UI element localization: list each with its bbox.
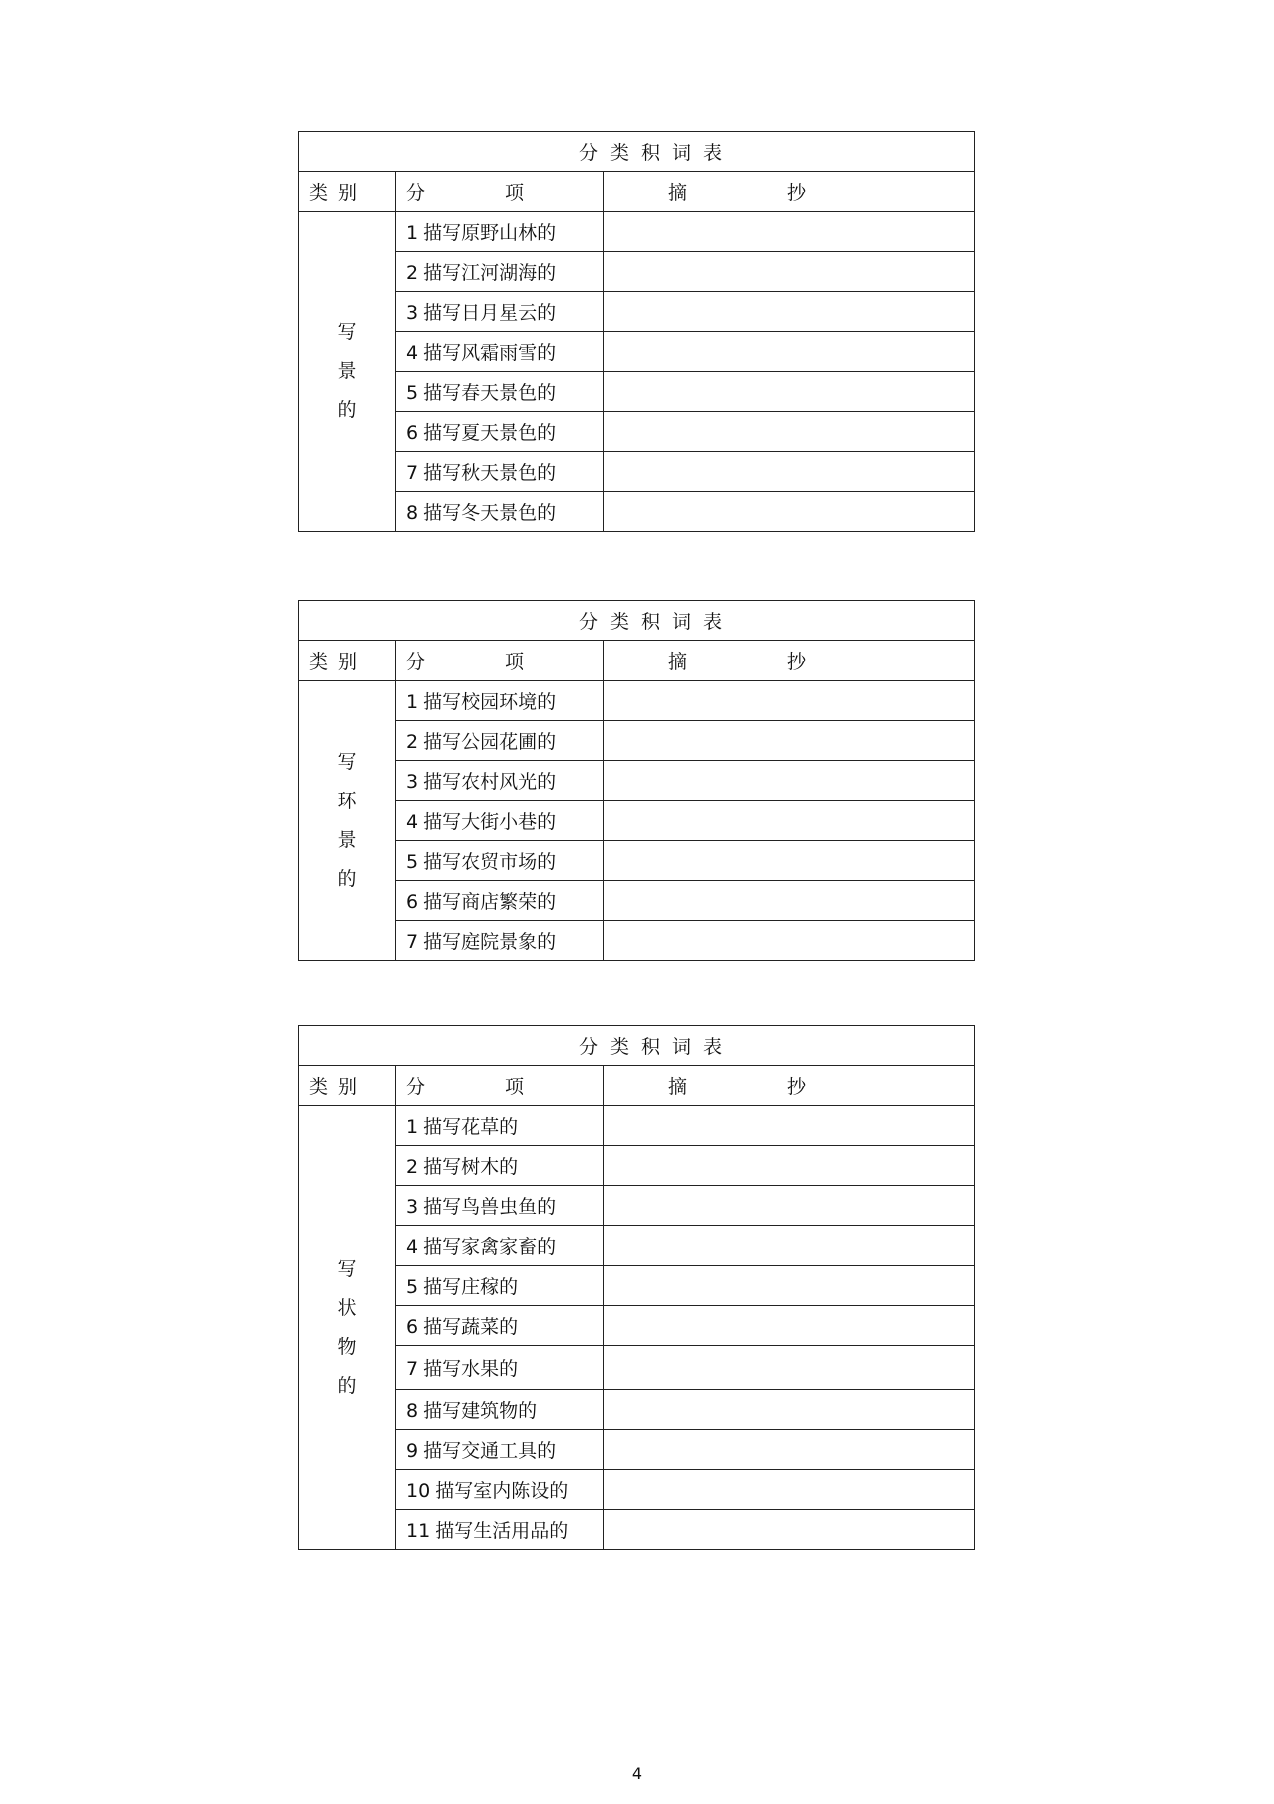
item-number: 7 bbox=[406, 931, 419, 953]
item-number: 6 bbox=[406, 422, 419, 444]
table-row bbox=[299, 841, 975, 881]
excerpt-cell[interactable] bbox=[604, 881, 975, 921]
item-text: 描写庄稼的 bbox=[423, 1276, 519, 1298]
table-row bbox=[299, 1186, 975, 1226]
subitem-cell bbox=[396, 332, 604, 372]
table-row bbox=[299, 1226, 975, 1266]
category-label: 写环景的 bbox=[337, 750, 357, 890]
item-number: 5 bbox=[406, 382, 419, 404]
item-text: 描写风霜雨雪的 bbox=[423, 342, 557, 364]
item-number: 1 bbox=[406, 222, 419, 244]
subitem-cell bbox=[396, 1186, 604, 1226]
excerpt-cell[interactable] bbox=[604, 1106, 975, 1146]
header-category: 类别 bbox=[299, 172, 396, 212]
item-number: 2 bbox=[406, 262, 419, 284]
item-text: 描写生活用品的 bbox=[435, 1520, 569, 1542]
excerpt-cell[interactable] bbox=[604, 1510, 975, 1550]
item-text: 描写交通工具的 bbox=[423, 1440, 557, 1462]
item-number: 2 bbox=[406, 1156, 419, 1178]
excerpt-cell[interactable] bbox=[604, 492, 975, 532]
item-text: 描写庭院景象的 bbox=[423, 931, 557, 953]
header-subitem-part: 项 bbox=[505, 182, 525, 204]
subitem-cell bbox=[396, 412, 604, 452]
item-number: 1 bbox=[406, 691, 419, 713]
item-text: 描写日月星云的 bbox=[423, 302, 557, 324]
item-number: 4 bbox=[406, 1236, 419, 1258]
header-excerpt-part: 抄 bbox=[787, 182, 807, 204]
subitem-cell bbox=[396, 252, 604, 292]
table-row bbox=[299, 412, 975, 452]
table-row bbox=[299, 801, 975, 841]
subitem-cell bbox=[396, 1306, 604, 1346]
subitem-cell bbox=[396, 801, 604, 841]
header-subitem-part: 分 bbox=[406, 651, 426, 673]
subitem-cell bbox=[396, 1106, 604, 1146]
excerpt-cell[interactable] bbox=[604, 292, 975, 332]
excerpt-cell[interactable] bbox=[604, 921, 975, 961]
excerpt-cell[interactable] bbox=[604, 1266, 975, 1306]
item-text: 描写原野山林的 bbox=[423, 222, 557, 244]
item-text: 描写室内陈设的 bbox=[435, 1480, 569, 1502]
category-cell bbox=[299, 212, 396, 532]
subitem-cell bbox=[396, 452, 604, 492]
page-number: 4 bbox=[631, 1764, 643, 1783]
header-subitem-part: 项 bbox=[505, 1076, 525, 1098]
item-number: 9 bbox=[406, 1440, 419, 1462]
excerpt-cell[interactable] bbox=[604, 212, 975, 252]
item-text: 描写大街小巷的 bbox=[423, 811, 557, 833]
item-text: 描写家禽家畜的 bbox=[423, 1236, 557, 1258]
header-subitem bbox=[396, 172, 604, 212]
subitem-cell bbox=[396, 1510, 604, 1550]
item-text: 描写农贸市场的 bbox=[423, 851, 557, 873]
excerpt-cell[interactable] bbox=[604, 1186, 975, 1226]
item-number: 3 bbox=[406, 1196, 419, 1218]
item-number: 10 bbox=[406, 1480, 431, 1502]
item-text: 描写公园花圃的 bbox=[423, 731, 557, 753]
table-row bbox=[299, 492, 975, 532]
excerpt-cell[interactable] bbox=[604, 1346, 975, 1390]
header-subitem-part: 分 bbox=[406, 1076, 426, 1098]
subitem-cell bbox=[396, 1430, 604, 1470]
table-title: 分类积词表 bbox=[299, 132, 975, 172]
category-cell bbox=[299, 1106, 396, 1550]
subitem-cell bbox=[396, 372, 604, 412]
item-text: 描写建筑物的 bbox=[423, 1400, 538, 1422]
table-row bbox=[299, 1146, 975, 1186]
item-text: 描写树木的 bbox=[423, 1156, 519, 1178]
table-row bbox=[299, 1266, 975, 1306]
table-row bbox=[299, 252, 975, 292]
excerpt-cell[interactable] bbox=[604, 1390, 975, 1430]
item-text: 描写蔬菜的 bbox=[423, 1316, 519, 1338]
item-text: 描写水果的 bbox=[423, 1358, 519, 1380]
excerpt-cell[interactable] bbox=[604, 252, 975, 292]
item-number: 4 bbox=[406, 342, 419, 364]
subitem-cell bbox=[396, 761, 604, 801]
table-row bbox=[299, 212, 975, 252]
item-number: 6 bbox=[406, 1316, 419, 1338]
excerpt-cell[interactable] bbox=[604, 1430, 975, 1470]
excerpt-cell[interactable] bbox=[604, 761, 975, 801]
item-number: 1 bbox=[406, 1116, 419, 1138]
excerpt-cell[interactable] bbox=[604, 1226, 975, 1266]
table-row bbox=[299, 1346, 975, 1390]
item-number: 7 bbox=[406, 1358, 419, 1380]
header-excerpt-part: 抄 bbox=[787, 651, 807, 673]
table-row bbox=[299, 292, 975, 332]
table-title: 分类积词表 bbox=[299, 1026, 975, 1066]
table-row bbox=[299, 681, 975, 721]
item-text: 描写秋天景色的 bbox=[423, 462, 557, 484]
word-table-2 bbox=[298, 600, 975, 961]
subitem-cell bbox=[396, 921, 604, 961]
subitem-cell bbox=[396, 1266, 604, 1306]
table-row bbox=[299, 1106, 975, 1146]
excerpt-cell[interactable] bbox=[604, 332, 975, 372]
subitem-cell bbox=[396, 881, 604, 921]
subitem-cell bbox=[396, 492, 604, 532]
excerpt-cell[interactable] bbox=[604, 372, 975, 412]
table-row bbox=[299, 1306, 975, 1346]
excerpt-cell[interactable] bbox=[604, 801, 975, 841]
header-subitem bbox=[396, 1066, 604, 1106]
table-row bbox=[299, 1470, 975, 1510]
excerpt-cell[interactable] bbox=[604, 1306, 975, 1346]
header-excerpt bbox=[604, 641, 975, 681]
excerpt-cell[interactable] bbox=[604, 1146, 975, 1186]
subitem-cell bbox=[396, 1346, 604, 1390]
item-text: 描写鸟兽虫鱼的 bbox=[423, 1196, 557, 1218]
item-number: 11 bbox=[406, 1520, 431, 1542]
excerpt-cell[interactable] bbox=[604, 452, 975, 492]
subitem-cell bbox=[396, 1226, 604, 1266]
subitem-cell bbox=[396, 1470, 604, 1510]
table-row bbox=[299, 1390, 975, 1430]
table-row bbox=[299, 921, 975, 961]
table-row bbox=[299, 721, 975, 761]
header-excerpt-part: 摘 bbox=[668, 651, 688, 673]
excerpt-cell[interactable] bbox=[604, 841, 975, 881]
header-excerpt bbox=[604, 172, 975, 212]
table-row bbox=[299, 1510, 975, 1550]
header-category: 类别 bbox=[299, 641, 396, 681]
subitem-cell bbox=[396, 212, 604, 252]
category-label: 写状物的 bbox=[337, 1257, 357, 1397]
subitem-cell bbox=[396, 292, 604, 332]
item-number: 2 bbox=[406, 731, 419, 753]
item-text: 描写夏天景色的 bbox=[423, 422, 557, 444]
excerpt-cell[interactable] bbox=[604, 721, 975, 761]
item-number: 6 bbox=[406, 891, 419, 913]
item-number: 3 bbox=[406, 771, 419, 793]
item-text: 描写校园环境的 bbox=[423, 691, 557, 713]
category-label: 写景的 bbox=[337, 321, 357, 421]
header-subitem-part: 项 bbox=[505, 651, 525, 673]
header-excerpt bbox=[604, 1066, 975, 1106]
subitem-cell bbox=[396, 1146, 604, 1186]
item-number: 8 bbox=[406, 1400, 419, 1422]
item-number: 4 bbox=[406, 811, 419, 833]
category-cell bbox=[299, 681, 396, 961]
table-row bbox=[299, 1430, 975, 1470]
subitem-cell bbox=[396, 1390, 604, 1430]
item-number: 8 bbox=[406, 502, 419, 524]
item-number: 3 bbox=[406, 302, 419, 324]
subitem-cell bbox=[396, 721, 604, 761]
item-number: 5 bbox=[406, 1276, 419, 1298]
item-text: 描写商店繁荣的 bbox=[423, 891, 557, 913]
excerpt-cell[interactable] bbox=[604, 412, 975, 452]
item-text: 描写农村风光的 bbox=[423, 771, 557, 793]
table-row bbox=[299, 881, 975, 921]
item-text: 描写春天景色的 bbox=[423, 382, 557, 404]
word-table-3 bbox=[298, 1025, 975, 1550]
item-text: 描写冬天景色的 bbox=[423, 502, 557, 524]
item-text: 描写花草的 bbox=[423, 1116, 519, 1138]
item-number: 5 bbox=[406, 851, 419, 873]
table-title: 分类积词表 bbox=[299, 601, 975, 641]
excerpt-cell[interactable] bbox=[604, 681, 975, 721]
header-subitem-part: 分 bbox=[406, 182, 426, 204]
header-excerpt-part: 摘 bbox=[668, 1076, 688, 1098]
header-subitem bbox=[396, 641, 604, 681]
item-text: 描写江河湖海的 bbox=[423, 262, 557, 284]
table-row bbox=[299, 761, 975, 801]
subitem-cell bbox=[396, 841, 604, 881]
subitem-cell bbox=[396, 681, 604, 721]
table-row bbox=[299, 372, 975, 412]
excerpt-cell[interactable] bbox=[604, 1470, 975, 1510]
item-number: 7 bbox=[406, 462, 419, 484]
table-row bbox=[299, 332, 975, 372]
table-row bbox=[299, 452, 975, 492]
header-category: 类别 bbox=[299, 1066, 396, 1106]
word-table-1 bbox=[298, 131, 975, 532]
header-excerpt-part: 摘 bbox=[668, 182, 688, 204]
header-excerpt-part: 抄 bbox=[787, 1076, 807, 1098]
